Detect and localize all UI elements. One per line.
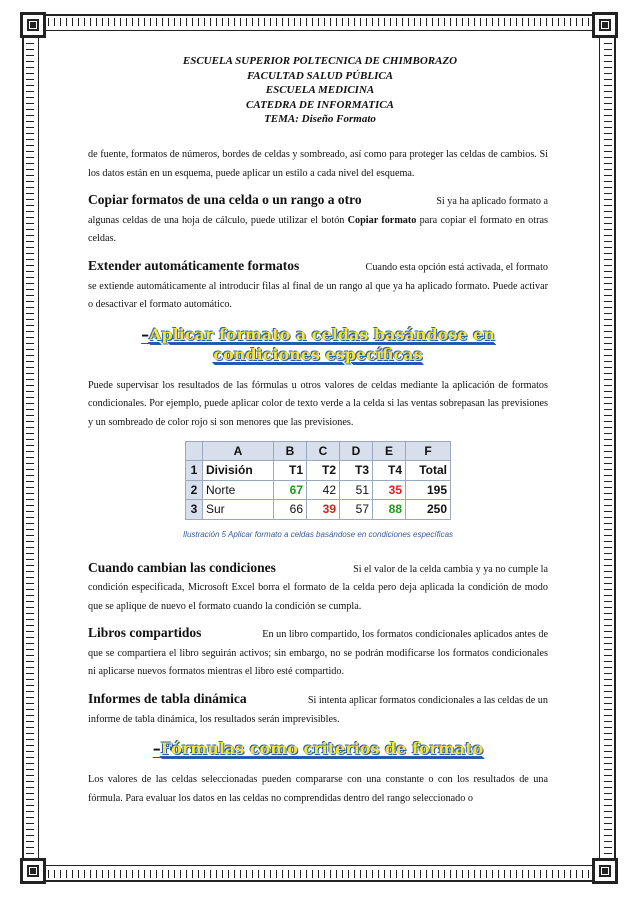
copiar-formato-button-name: Copiar formato [347, 214, 417, 226]
table-cell-highlight-red: 39 [307, 500, 340, 520]
header-line-school: ESCUELA SUPERIOR POLTECNICA DE CHIMBORAZO [182, 55, 458, 67]
libros-paragraph: que se compartiera el libro seguirán activos; sin embargo, no se podrán modificarse los formatos condicionales ni aplicarse nuevos formatos mientras el libro esté compartido. [88, 647, 548, 678]
copiar-heading-line [88, 191, 548, 212]
table-cell: Total [406, 461, 451, 481]
extender-paragraph: se extiende automáticamente al introducir filas al final de un rango al que ya ha aplicado formato. Puede activar o desactivar el formato automático. [88, 280, 548, 311]
cambian-heading-line [88, 559, 548, 580]
border-corner-top-right [592, 12, 618, 38]
libros-heading-line [88, 624, 548, 645]
table-column-header-row [186, 441, 451, 461]
formulas-paragraph: Los valores de las celdas seleccionadas pueden compararse con una constante o con los resultados de una fórmula. Para evaluar los datos en las celdas no comprendidas dentro del rango seleccionado o [88, 774, 548, 804]
border-corner-top-left [20, 12, 46, 38]
table-row-number: 2 [186, 480, 203, 500]
section-dash: – [141, 324, 150, 344]
copiar-paragraph [88, 212, 548, 249]
header-line-topic: TEMA: Diseño Formato [264, 113, 376, 126]
header-line-school-medicine: ESCUELA MEDICINA [265, 84, 375, 97]
copiar-text-after: para copiar el formato en otras celdas. [88, 214, 548, 245]
table-cell: T4 [373, 461, 406, 481]
table-cell: T1 [274, 461, 307, 481]
table-cell: Norte [203, 480, 274, 500]
informes-lead: Si intenta aplicar formatos condicionales a las celdas de un [307, 695, 548, 707]
libros-heading: Libros compartidos [88, 625, 202, 641]
table-cell: 42 [307, 480, 340, 500]
excel-table [185, 441, 451, 520]
table-column-header: A [203, 441, 274, 461]
table-cell-highlight-green: 67 [274, 480, 307, 500]
figure-caption: Ilustración 5 Aplicar formato a celdas basándose en condiciones específicas [182, 529, 454, 539]
section-title-condiciones [88, 325, 548, 365]
informes-heading: Informes de tabla dinámica [88, 691, 247, 707]
table-cell-highlight-green: 88 [373, 500, 406, 520]
table-cell: División [203, 461, 274, 481]
copiar-heading: Copiar formatos de una celda o un rango a otro [88, 192, 362, 208]
table-row [186, 500, 451, 520]
table-column-header: C [307, 441, 340, 461]
table-cell: T2 [307, 461, 340, 481]
table-cell: T3 [340, 461, 373, 481]
cambian-heading: Cuando cambian las condiciones [88, 559, 276, 575]
excel-table-figure [88, 441, 548, 520]
table-row [186, 480, 451, 500]
section-title-condiciones-text: Aplicar formato a celdas basándose en condiciones específicas [149, 324, 495, 364]
informes-heading-line [88, 690, 548, 711]
section-title-formulas-text: Fórmulas como criterios de formato [160, 739, 484, 759]
border-pattern-bottom [48, 870, 590, 878]
extender-lead: Cuando esta opción está activada, el formato [365, 261, 548, 273]
table-row-number: 1 [186, 461, 203, 481]
table-row [186, 461, 451, 481]
border-pattern-top [48, 18, 590, 26]
libros-lead: En un libro compartido, los formatos condicionales aplicados antes de [262, 629, 548, 641]
informes-paragraph: informe de tabla dinámica, los resultados serán imprevisibles. [88, 713, 340, 725]
table-cell: 51 [340, 480, 373, 500]
border-corner-bottom-right [592, 858, 618, 884]
table-column-header: D [340, 441, 373, 461]
table-column-header: F [406, 441, 451, 461]
cambian-paragraph: condición especificada, Microsoft Excel borra el formato de la celda pero deja aplicada la condición de modo que se aplique de nuevo el formato cuando la condición se cumpla. [88, 582, 548, 612]
copiar-text-before: algunas celdas de una hoja de cálculo, puede utilizar el botón [88, 214, 348, 226]
extender-heading: Extender automáticamente formatos [88, 257, 300, 273]
header-line-chair: CATEDRA DE INFORMATICA [246, 98, 394, 111]
extender-heading-line [88, 257, 548, 278]
section-dash: – [152, 739, 161, 759]
table-cell: Sur [203, 500, 274, 520]
intro-paragraph: de fuente, formatos de números, bordes de celdas y sombreado, así como para proteger las celdas de cambios. Si los datos están en un esquema, puede aplicar un estilo a cada nivel del esquema. [88, 149, 548, 179]
table-corner-cell [186, 441, 203, 461]
border-pattern-right [604, 42, 612, 860]
border-corner-bottom-left [20, 858, 46, 884]
table-row-number: 3 [186, 500, 203, 520]
section-title-formulas [88, 739, 548, 759]
cambian-lead: Si el valor de la celda cambia y ya no cumple la [353, 563, 548, 575]
supervisar-paragraph: Puede supervisar los resultados de las fórmulas u otros valores de celdas mediante la aplicación de formatos condicionales. Por ejemplo, puede aplicar color de texto verde a la celda si las ventas sobrepasan las previsiones y un sombreado de color rojo si son menores que las previsiones. [88, 379, 548, 428]
table-column-header: E [373, 441, 406, 461]
table-column-header: B [274, 441, 307, 461]
table-cell-highlight-red: 35 [373, 480, 406, 500]
header-line-faculty: FACULTAD SALUD PÚBLICA [246, 69, 394, 82]
table-cell-total: 250 [406, 500, 451, 520]
table-cell-total: 195 [406, 480, 451, 500]
document-header [60, 54, 580, 127]
copiar-lead: Si ya ha aplicado formato a [436, 196, 548, 208]
document-body [88, 146, 548, 816]
table-cell: 57 [340, 500, 373, 520]
table-cell: 66 [274, 500, 307, 520]
border-pattern-left [26, 42, 34, 860]
